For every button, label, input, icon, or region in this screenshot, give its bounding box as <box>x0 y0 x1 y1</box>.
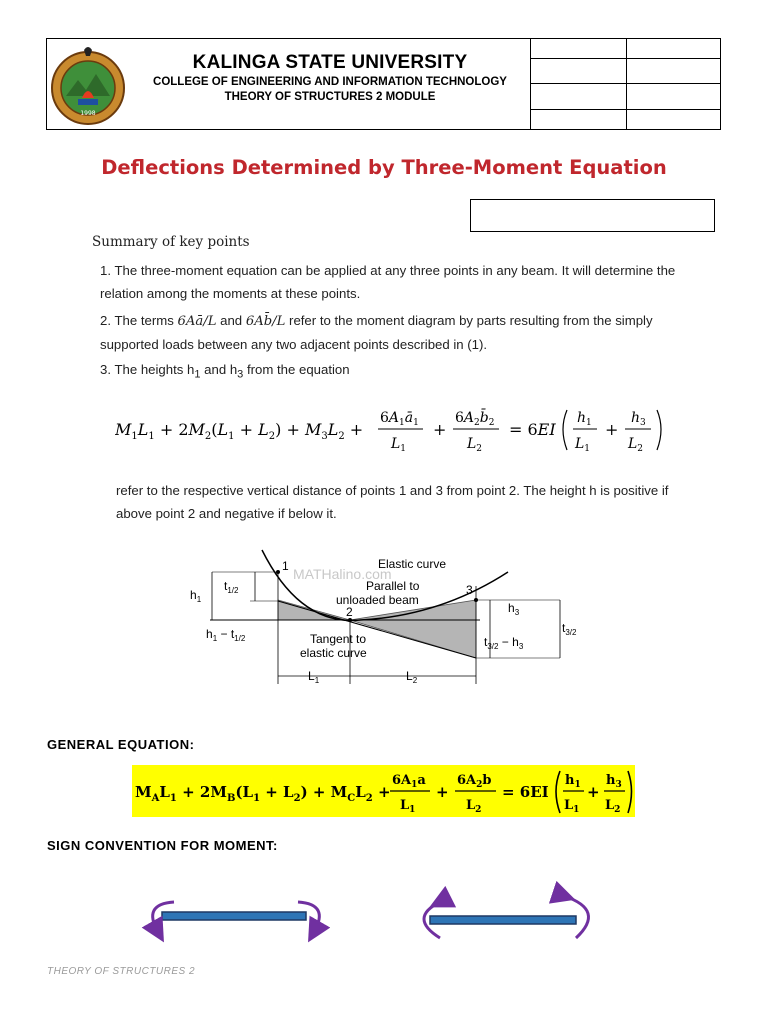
item-text-mid: and <box>220 313 243 328</box>
svg-text:M1L1 + 2M2(L1 + L2) + M3L2 +: $M_1L_1 + 2M_2(L_1 + L_2) + M_3L_2$ + <box>115 420 364 442</box>
parallel-label-1: Parallel to <box>366 579 420 593</box>
university-seal-logo <box>48 44 128 126</box>
h3-label: $h_3$ <box>508 601 520 617</box>
grid-cell <box>626 38 721 59</box>
summary-heading: Summary of key points <box>92 234 250 250</box>
svg-text:6A2b̄2: $6A_2b̄_2$ <box>455 410 495 428</box>
grid-cell <box>626 109 721 130</box>
svg-text:L2: $L_2$ <box>605 798 621 815</box>
general-equation-label: GENERAL EQUATION: <box>47 737 195 752</box>
item-number: 2. <box>100 313 111 328</box>
svg-text:L2: $L_2$ <box>628 436 644 454</box>
grid-cell <box>626 84 721 109</box>
list-item-2 <box>100 309 700 356</box>
grid-cell <box>531 38 626 59</box>
deflection-diagram <box>190 546 590 696</box>
item-text-mid: and h <box>200 362 238 377</box>
L2-label: $L_2$ <box>406 669 418 685</box>
grid-cell <box>626 59 721 84</box>
svg-text:6A1ā1: $6A_1ā_1$ <box>380 410 419 428</box>
list-item-3 <box>100 358 700 387</box>
tangent-label-1: Tangent to <box>310 632 367 646</box>
h1-minus-t12-label: $h_1 - t_{1/2}$ <box>206 627 246 643</box>
sign-convention-diagram <box>140 880 610 960</box>
blank-box <box>470 199 715 232</box>
item-text-pre: The terms <box>114 313 174 328</box>
L1-label: $L_1$ <box>308 669 320 685</box>
logo-year: 1998 <box>80 110 96 117</box>
svg-text:L1: $L_1$ <box>564 798 580 815</box>
refer-paragraph: refer to the respective vertical distance of points 1 and 3 from point 2. The height h is positive if above point 2 and negative if below it. <box>116 483 669 521</box>
term-a-bar: 6Aā/L <box>177 314 217 329</box>
grid-cell <box>531 59 626 84</box>
tangent-label-2: elastic curve <box>300 646 367 660</box>
svg-text:+: + <box>605 420 619 439</box>
elastic-curve-label: Elastic curve <box>378 557 447 571</box>
college-name: COLLEGE OF ENGINEERING AND INFORMATION TECHNOLOGY <box>153 76 507 88</box>
list-item-1 <box>100 259 700 305</box>
svg-text:L2: $L_2$ <box>467 436 483 454</box>
university-name: KALINGA STATE UNIVERSITY <box>192 52 468 73</box>
svg-text:L2: $L_2$ <box>466 798 482 815</box>
item-number: 3. <box>100 362 111 377</box>
item-text-post: from the equation <box>243 362 350 377</box>
point-2-label: 2 <box>346 605 353 619</box>
beam-positive <box>162 912 306 920</box>
point-1-label: 1 <box>282 559 289 573</box>
svg-text:= 6EI: = 6EI <box>509 420 556 439</box>
svg-text:+: + <box>587 783 600 801</box>
beam-negative <box>430 916 576 924</box>
t12-label: $t_{1/2}$ <box>224 579 239 595</box>
general-equation <box>132 765 635 817</box>
item-number: 1. <box>100 263 111 278</box>
svg-text:6A1a: $6A_1a$ <box>392 773 426 790</box>
item-text-pre: The heights h <box>114 362 195 377</box>
svg-text:h3: $h_3$ <box>606 773 622 790</box>
point-3-label: 3 <box>466 583 473 597</box>
svg-text:L1: $L_1$ <box>391 436 407 454</box>
sign-convention-label: SIGN CONVENTION FOR MOMENT: <box>47 838 278 853</box>
subscript: 3 <box>237 368 244 381</box>
page-title: Deflections Determined by Three-Moment Equation <box>101 156 667 179</box>
subscript: 1 <box>194 368 201 381</box>
watermark: MATHalino.com <box>293 566 392 582</box>
header-info-grid <box>530 38 721 130</box>
svg-text:6A2b: $6A_2b$ <box>457 773 492 790</box>
svg-text:h1: $h_1$ <box>577 410 592 428</box>
svg-text:MAL1 + 2MB(L1 + L2) + MCL2 +: $M_AL_1 + 2M_B(L_1 + L_2) + M_CL_2$ + <box>135 783 391 804</box>
footer-text: THEORY OF STRUCTURES 2 <box>47 966 196 977</box>
item-text-post: refer to the moment diagram by parts resulting from the simply supported loads between any two adjacent points described in (1). <box>100 313 653 352</box>
t32-minus-h3-label: $t_{3/2} - h_3$ <box>484 635 524 651</box>
item-text: The three-moment equation can be applied at any three points in any beam. It will determine the relation among the moments at these points. <box>100 263 676 301</box>
svg-text:L1: $L_1$ <box>575 436 591 454</box>
svg-text:= 6EI: = 6EI <box>502 783 549 801</box>
three-moment-equation <box>115 402 675 457</box>
svg-text:h3: $h_3$ <box>631 410 646 428</box>
module-name: THEORY OF STRUCTURES 2 MODULE <box>224 91 436 103</box>
svg-text:+: + <box>436 783 449 801</box>
svg-text:L1: $L_1$ <box>400 798 416 815</box>
grid-cell <box>531 84 626 109</box>
parallel-label-2: unloaded beam <box>336 593 419 607</box>
h1-label: $h_1$ <box>190 588 202 604</box>
svg-text:h1: $h_1$ <box>565 773 581 790</box>
t32-label: $t_{3/2}$ <box>562 621 577 637</box>
term-b-bar: 6Ab̄/L <box>245 314 286 329</box>
grid-cell <box>531 109 626 130</box>
svg-text:+: + <box>433 420 447 439</box>
